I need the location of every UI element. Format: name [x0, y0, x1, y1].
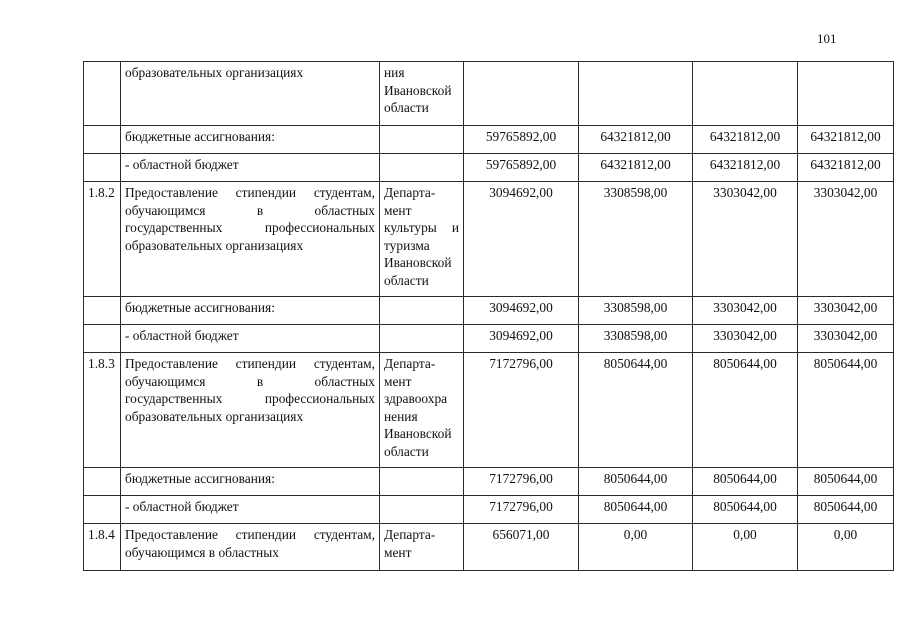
description-cell [121, 182, 380, 297]
amount-year-2-cell: 3308598,00 [579, 182, 693, 297]
amount-year-4-cell: 3303042,00 [798, 297, 894, 325]
item-number-cell [84, 297, 121, 325]
executor-line: нения [384, 408, 418, 424]
table-row-budget [84, 496, 894, 524]
amount-year-1-cell: 656071,00 [464, 524, 579, 571]
amount-year-3-cell: 64321812,00 [693, 154, 798, 182]
description-line: Предоставление стипендии студентам, [125, 185, 375, 200]
description-line: обучающимся в областных [125, 373, 375, 389]
amount-year-4-cell [798, 62, 894, 126]
executor-cell [380, 524, 464, 571]
item-number-cell [84, 126, 121, 154]
description-line: - областной бюджет [125, 328, 239, 343]
amount-year-1-cell: 3094692,00 [464, 182, 579, 297]
description-line: обучающимся в областных [125, 202, 375, 218]
executor-line: здравоохра [384, 391, 448, 406]
amount-year-2-cell: 3308598,00 [579, 297, 693, 325]
amount-year-1-cell: 59765892,00 [464, 154, 579, 182]
table-row-budget [84, 325, 894, 353]
item-number-cell [84, 468, 121, 496]
executor-line: области [384, 443, 429, 459]
amount-year-4-cell: 64321812,00 [798, 154, 894, 182]
amount-year-4-cell: 8050644,00 [798, 353, 894, 468]
item-number-cell: 1.8.2 [84, 182, 121, 297]
table-body [84, 62, 894, 571]
executor-line: мент [384, 202, 412, 218]
amount-year-3-cell: 3303042,00 [693, 297, 798, 325]
executor-line: туризма [384, 237, 430, 253]
amount-year-1-cell: 7172796,00 [464, 496, 579, 524]
item-number-cell: 1.8.3 [84, 353, 121, 468]
executor-line: мент [384, 373, 412, 389]
amount-year-2-cell: 3308598,00 [579, 325, 693, 353]
executor-line: культуры и [384, 220, 459, 235]
description-line: бюджетные ассигнования: [125, 129, 275, 144]
amount-year-3-cell: 8050644,00 [693, 353, 798, 468]
amount-year-1-cell: 3094692,00 [464, 297, 579, 325]
amount-year-3-cell: 64321812,00 [693, 126, 798, 154]
description-line: образовательных организациях [125, 65, 304, 80]
executor-cell [380, 154, 464, 182]
description-cell [121, 126, 380, 154]
item-number-cell [84, 325, 121, 353]
description-cell [121, 154, 380, 182]
executor-line: Департа- [384, 185, 436, 200]
amount-year-2-cell: 64321812,00 [579, 154, 693, 182]
executor-line: Департа- [384, 356, 436, 371]
description-line: государственных профессиональных [125, 220, 375, 235]
amount-year-3-cell [693, 62, 798, 126]
description-line: обучающимся в областных [125, 544, 279, 560]
amount-year-4-cell: 0,00 [798, 524, 894, 571]
description-line: - областной бюджет [125, 499, 239, 514]
page-number: 101 [817, 31, 837, 46]
table-row-budget [84, 297, 894, 325]
item-number-cell [84, 154, 121, 182]
description-line: Предоставление стипендии студентам, [125, 527, 375, 542]
executor-line: Департа- [384, 527, 436, 542]
executor-line: Ивановской [384, 255, 452, 270]
amount-year-4-cell: 3303042,00 [798, 182, 894, 297]
amount-year-3-cell: 8050644,00 [693, 496, 798, 524]
description-cell [121, 297, 380, 325]
table-row-item [84, 524, 894, 571]
table-row-budget [84, 154, 894, 182]
description-line: бюджетные ассигнования: [125, 471, 275, 486]
executor-cell [380, 126, 464, 154]
executor-line: мент [384, 544, 412, 560]
executor-cell [380, 353, 464, 468]
item-number-cell [84, 496, 121, 524]
amount-year-1-cell [464, 62, 579, 126]
amount-year-1-cell: 3094692,00 [464, 325, 579, 353]
description-line: государственных профессиональных [125, 391, 375, 406]
amount-year-4-cell: 3303042,00 [798, 325, 894, 353]
table-row-budget [84, 468, 894, 496]
description-line: образовательных организациях [125, 237, 304, 253]
description-line: образовательных организациях [125, 408, 304, 424]
amount-year-3-cell: 0,00 [693, 524, 798, 571]
executor-cell [380, 62, 464, 126]
executor-line: ния [384, 65, 405, 80]
table-row-continued [84, 62, 894, 126]
amount-year-3-cell: 8050644,00 [693, 468, 798, 496]
item-number-cell [84, 62, 121, 126]
amount-year-4-cell: 64321812,00 [798, 126, 894, 154]
amount-year-1-cell: 7172796,00 [464, 353, 579, 468]
budget-table [83, 61, 894, 571]
amount-year-2-cell: 8050644,00 [579, 353, 693, 468]
description-cell [121, 62, 380, 126]
description-line: бюджетные ассигнования: [125, 300, 275, 315]
amount-year-3-cell: 3303042,00 [693, 182, 798, 297]
amount-year-2-cell [579, 62, 693, 126]
executor-cell [380, 325, 464, 353]
amount-year-2-cell: 64321812,00 [579, 126, 693, 154]
executor-line: области [384, 272, 429, 288]
description-cell [121, 353, 380, 468]
description-cell [121, 496, 380, 524]
amount-year-1-cell: 7172796,00 [464, 468, 579, 496]
amount-year-1-cell: 59765892,00 [464, 126, 579, 154]
description-line: Предоставление стипендии студентам, [125, 356, 375, 371]
executor-cell [380, 297, 464, 325]
description-cell [121, 325, 380, 353]
description-line: - областной бюджет [125, 157, 239, 172]
amount-year-4-cell: 8050644,00 [798, 468, 894, 496]
executor-line: Ивановской [384, 426, 452, 441]
executor-cell [380, 182, 464, 297]
executor-cell [380, 496, 464, 524]
description-cell [121, 468, 380, 496]
amount-year-2-cell: 8050644,00 [579, 468, 693, 496]
executor-line: Ивановской [384, 82, 452, 98]
table-row-budget [84, 126, 894, 154]
executor-cell [380, 468, 464, 496]
description-cell [121, 524, 380, 571]
item-number-cell: 1.8.4 [84, 524, 121, 571]
amount-year-4-cell: 8050644,00 [798, 496, 894, 524]
table-row-item [84, 182, 894, 297]
table-row-item [84, 353, 894, 468]
amount-year-2-cell: 0,00 [579, 524, 693, 571]
amount-year-3-cell: 3303042,00 [693, 325, 798, 353]
amount-year-2-cell: 8050644,00 [579, 496, 693, 524]
executor-line: области [384, 100, 429, 115]
